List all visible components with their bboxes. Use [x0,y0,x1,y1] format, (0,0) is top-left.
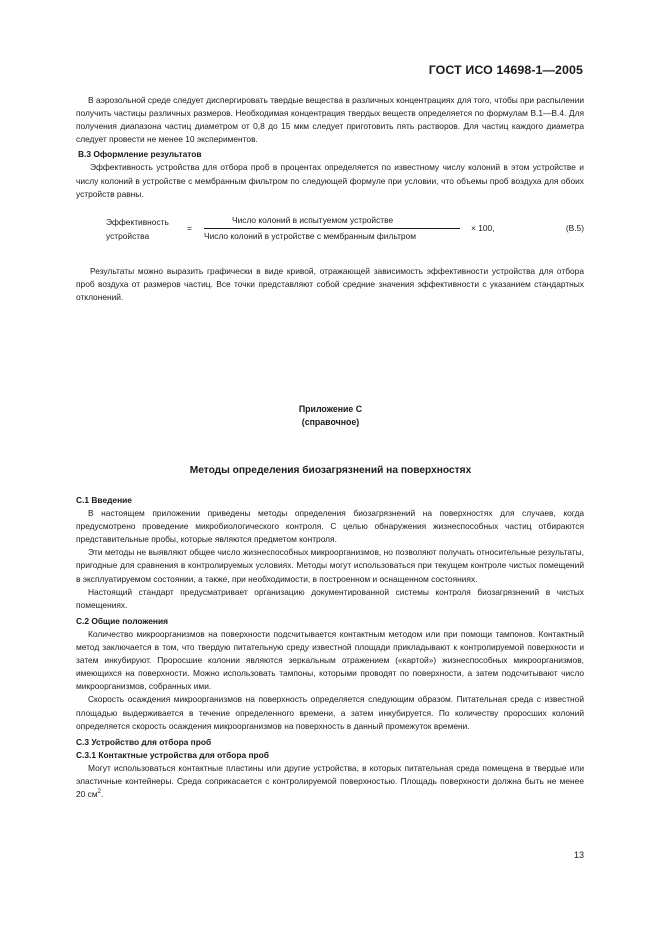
section-c2-paragraph-1: Количество микроорганизмов на поверхности подсчитывается контактным методом или при помощи тампонов. Контактный метод заключается в том, что твердую питательную среду известной площади прикладывают к контролируемой поверхности и затем инкубируют. Проросшие колонии являются зеркальным отражением («картой») жизнеспособных микроорганизмов, имеющихся на поверхности. Можно использовать тампоны, которыми проводят по поверхности, а затем подсчитывают число микроорганизмов, собранных ими. [76,628,584,692]
formula-multiplier: × 100, [471,222,495,233]
superscript-2: 2 [97,789,101,796]
formula-equals: = [187,222,192,233]
intro-paragraph: В аэрозольной среде следует диспергировать твердые вещества в различных концентрациях для того, чтобы при распылении получить частицы различных размеров. Необходимая концентрация твердых веществ определяется по формулам В.1—В.4. Для получения диапазона частиц диаметром от 0,8 до 15 мкм следует приготовить пять растворов. Для частиц каждого диаметра следует провести не менее 10 экспериментов. [76,95,584,145]
lower-text-block [76,494,584,801]
section-c3-heading: С.3 Устройство для отбора проб [76,736,212,747]
section-c1-heading: С.1 Введение [76,495,132,505]
section-c1-paragraph-3: Настоящий стандарт предусматривает организацию документированной системы контроля биозагрязнений в чистых помещениях. [76,586,584,610]
section-c2-paragraph-2: Скорость осаждения микроорганизмов на поверхность определяется следующим образом. Питательная среда с известной площадью выдерживается в течение определенного времени, а затем инкубируется. По количеству проросших колоний определяется скорость осаждения микроорганизмов на поверхность в данный промежуток времени. [76,694,584,731]
fraction-bar [204,228,460,229]
appendix-title: Приложение С [298,404,363,414]
efficiency-formula [76,211,584,255]
document-id-header: ГОСТ ИСО 14698-1—2005 [428,63,583,77]
section-b3-paragraph-2: Результаты можно выразить графически в виде кривой, отражающей зависимость эффективности устройства для отбора проб воздуха от размеров частиц. Все точки представляют собой средние значения эффективности с указанием стандартных отклонений. [76,265,584,302]
upper-text-block [76,94,584,304]
appendix-section-title: Методы определения биозагрязнений на поверхностях [189,465,472,476]
formula-label-line-2: устройства [106,230,150,241]
section-b3-heading: В.3 Оформление результатов [78,149,202,160]
formula-reference: (В.5) [565,222,584,233]
section-c2-heading: С.2 Общие положения [76,615,169,626]
section-c1-paragraph-2: Эти методы не выявляют общее число жизнеспособных микроорганизмов, но позволяют получать относительные результаты, пригодные для сравнения в контролируемых условиях. Методы могут использоваться при текущем контроле чистых помещений в эксплуатируемом состоянии, а также, при необходимости, в построенном и оснащенном состояниях. [76,547,584,584]
formula-denominator: Число колоний в устройстве с мембранным фильтром [204,230,416,241]
section-b3-paragraph-1: Эффективность устройства для отбора проб в процентах определяется по известному числу колоний в этом устройстве и числу колоний в устройстве с мембранным фильтром по следующей формуле при условии, что объемы проб воздуха для обоих устройств равны. [76,162,584,199]
formula-label-line-1: Эффективность [106,216,169,227]
section-c1-paragraph-1: В настоящем приложении приведены методы определения биозагрязнений на поверхностях для случаев, когда предусмотрено проведение микробиологического контроля. С целью обнаружения жизнеспособных частиц отбираются представительные пробы, которые являются предметом контроля. [76,508,584,545]
appendix-subtitle: (справочное) [301,416,360,427]
formula-label [106,215,169,243]
section-c3-1-heading: С.3.1 Контактные устройства для отбора проб [76,749,269,760]
appendix-heading [0,403,661,428]
formula-numerator: Число колоний в испытуемом устройстве [232,214,394,225]
section-c3-1-paragraph: Могут использоваться контактные пластины или другие устройства, в которых питательная среда помещена в твердые или эластичные контейнеры. Среда соприкасается с контролируемой поверхностью. Площадь поверхности должна быть не менее 20 $см^2$. [76,762,584,800]
page-number: 13 [573,850,584,860]
